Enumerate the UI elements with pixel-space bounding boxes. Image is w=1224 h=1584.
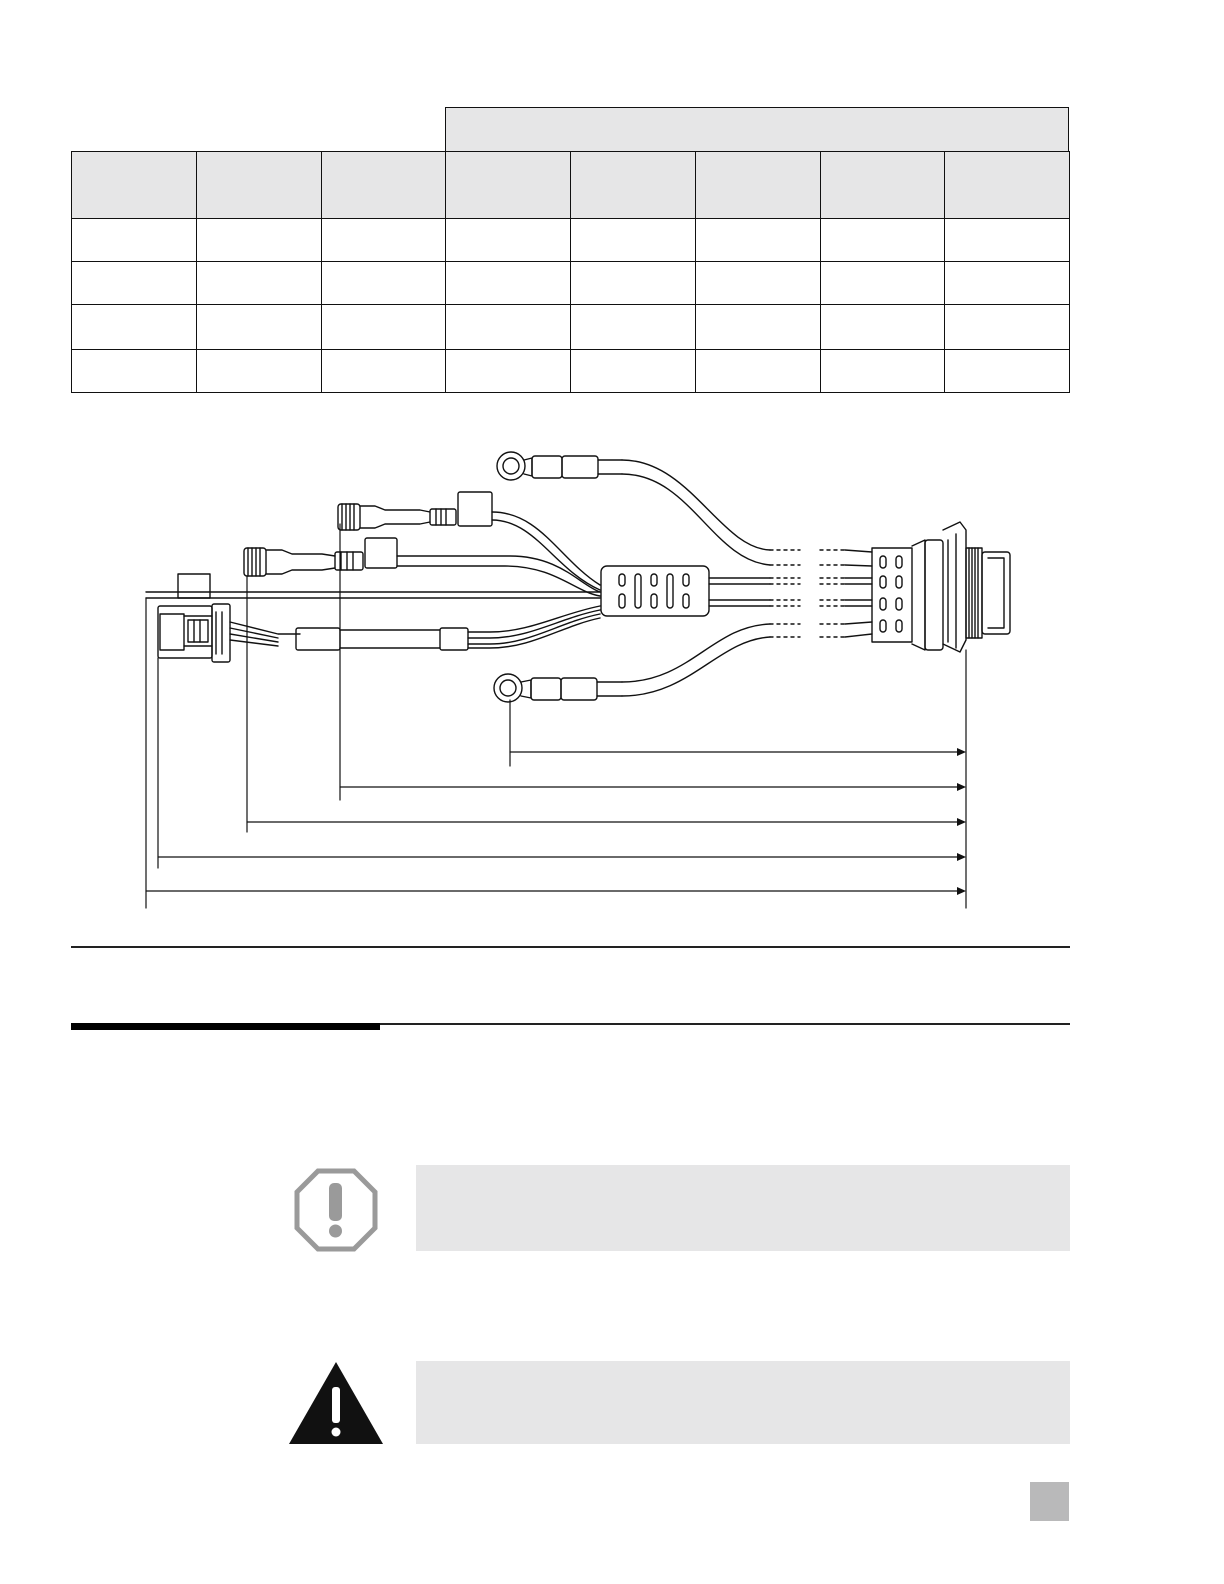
table-header-row	[72, 152, 1070, 219]
table-cell	[446, 350, 571, 393]
table-cell	[321, 262, 446, 305]
stop-octagon-exclamation-icon	[293, 1167, 379, 1253]
table-cell	[820, 262, 945, 305]
table-row	[72, 219, 1070, 262]
spec-table	[71, 151, 1070, 393]
column-header	[945, 152, 1070, 219]
wiring-harness-diagram	[0, 440, 1224, 960]
column-header	[321, 152, 446, 219]
column-header	[820, 152, 945, 219]
section-body	[71, 1045, 1070, 1145]
section-heading	[71, 990, 1070, 1018]
dimension-arrowheads	[957, 748, 966, 895]
warning-triangle-icon	[288, 1361, 384, 1445]
table-cell	[72, 262, 197, 305]
table-cell	[72, 305, 197, 350]
table-group-header	[445, 107, 1069, 152]
heading-rule	[380, 1023, 1070, 1025]
table-cell	[820, 219, 945, 262]
column-header	[72, 152, 197, 219]
table-cell	[695, 219, 820, 262]
table-cell	[72, 219, 197, 262]
table-row	[72, 262, 1070, 305]
table-cell	[571, 262, 696, 305]
column-header	[446, 152, 571, 219]
table-cell	[945, 305, 1070, 350]
heading-rule-accent	[71, 1023, 380, 1030]
table-cell	[321, 305, 446, 350]
table-cell	[446, 219, 571, 262]
table-row	[72, 350, 1070, 393]
ring-terminal-top	[497, 452, 770, 565]
table-cell	[571, 219, 696, 262]
table-cell	[446, 305, 571, 350]
table-cell	[695, 305, 820, 350]
bulkhead-connector	[872, 522, 1010, 652]
round-connector-lower	[244, 538, 600, 596]
table-cell	[321, 219, 446, 262]
table-cell	[945, 262, 1070, 305]
notice-callout	[416, 1361, 1070, 1444]
table-cell	[571, 350, 696, 393]
wire-break-dashes	[770, 550, 845, 637]
table-cell	[571, 305, 696, 350]
diagram-caption	[71, 905, 1070, 935]
dimension-lines	[146, 524, 966, 908]
rectangular-plug-connector	[146, 574, 600, 662]
column-header	[695, 152, 820, 219]
table-cell	[446, 262, 571, 305]
round-connector-upper	[338, 492, 600, 590]
table-cell	[820, 350, 945, 393]
column-header	[196, 152, 321, 219]
table-row	[72, 305, 1070, 350]
junction-block	[601, 566, 770, 616]
table-cell	[820, 305, 945, 350]
table-cell	[196, 262, 321, 305]
table-cell	[321, 350, 446, 393]
table-cell	[196, 219, 321, 262]
column-header	[571, 152, 696, 219]
table-cell	[196, 350, 321, 393]
page-number-tab	[1030, 1482, 1069, 1521]
table-cell	[945, 350, 1070, 393]
section-divider	[71, 946, 1070, 948]
table-cell	[945, 219, 1070, 262]
notice-callout	[416, 1165, 1070, 1251]
table-cell	[72, 350, 197, 393]
table-cell	[695, 262, 820, 305]
table-cell	[695, 350, 820, 393]
table-cell	[196, 305, 321, 350]
